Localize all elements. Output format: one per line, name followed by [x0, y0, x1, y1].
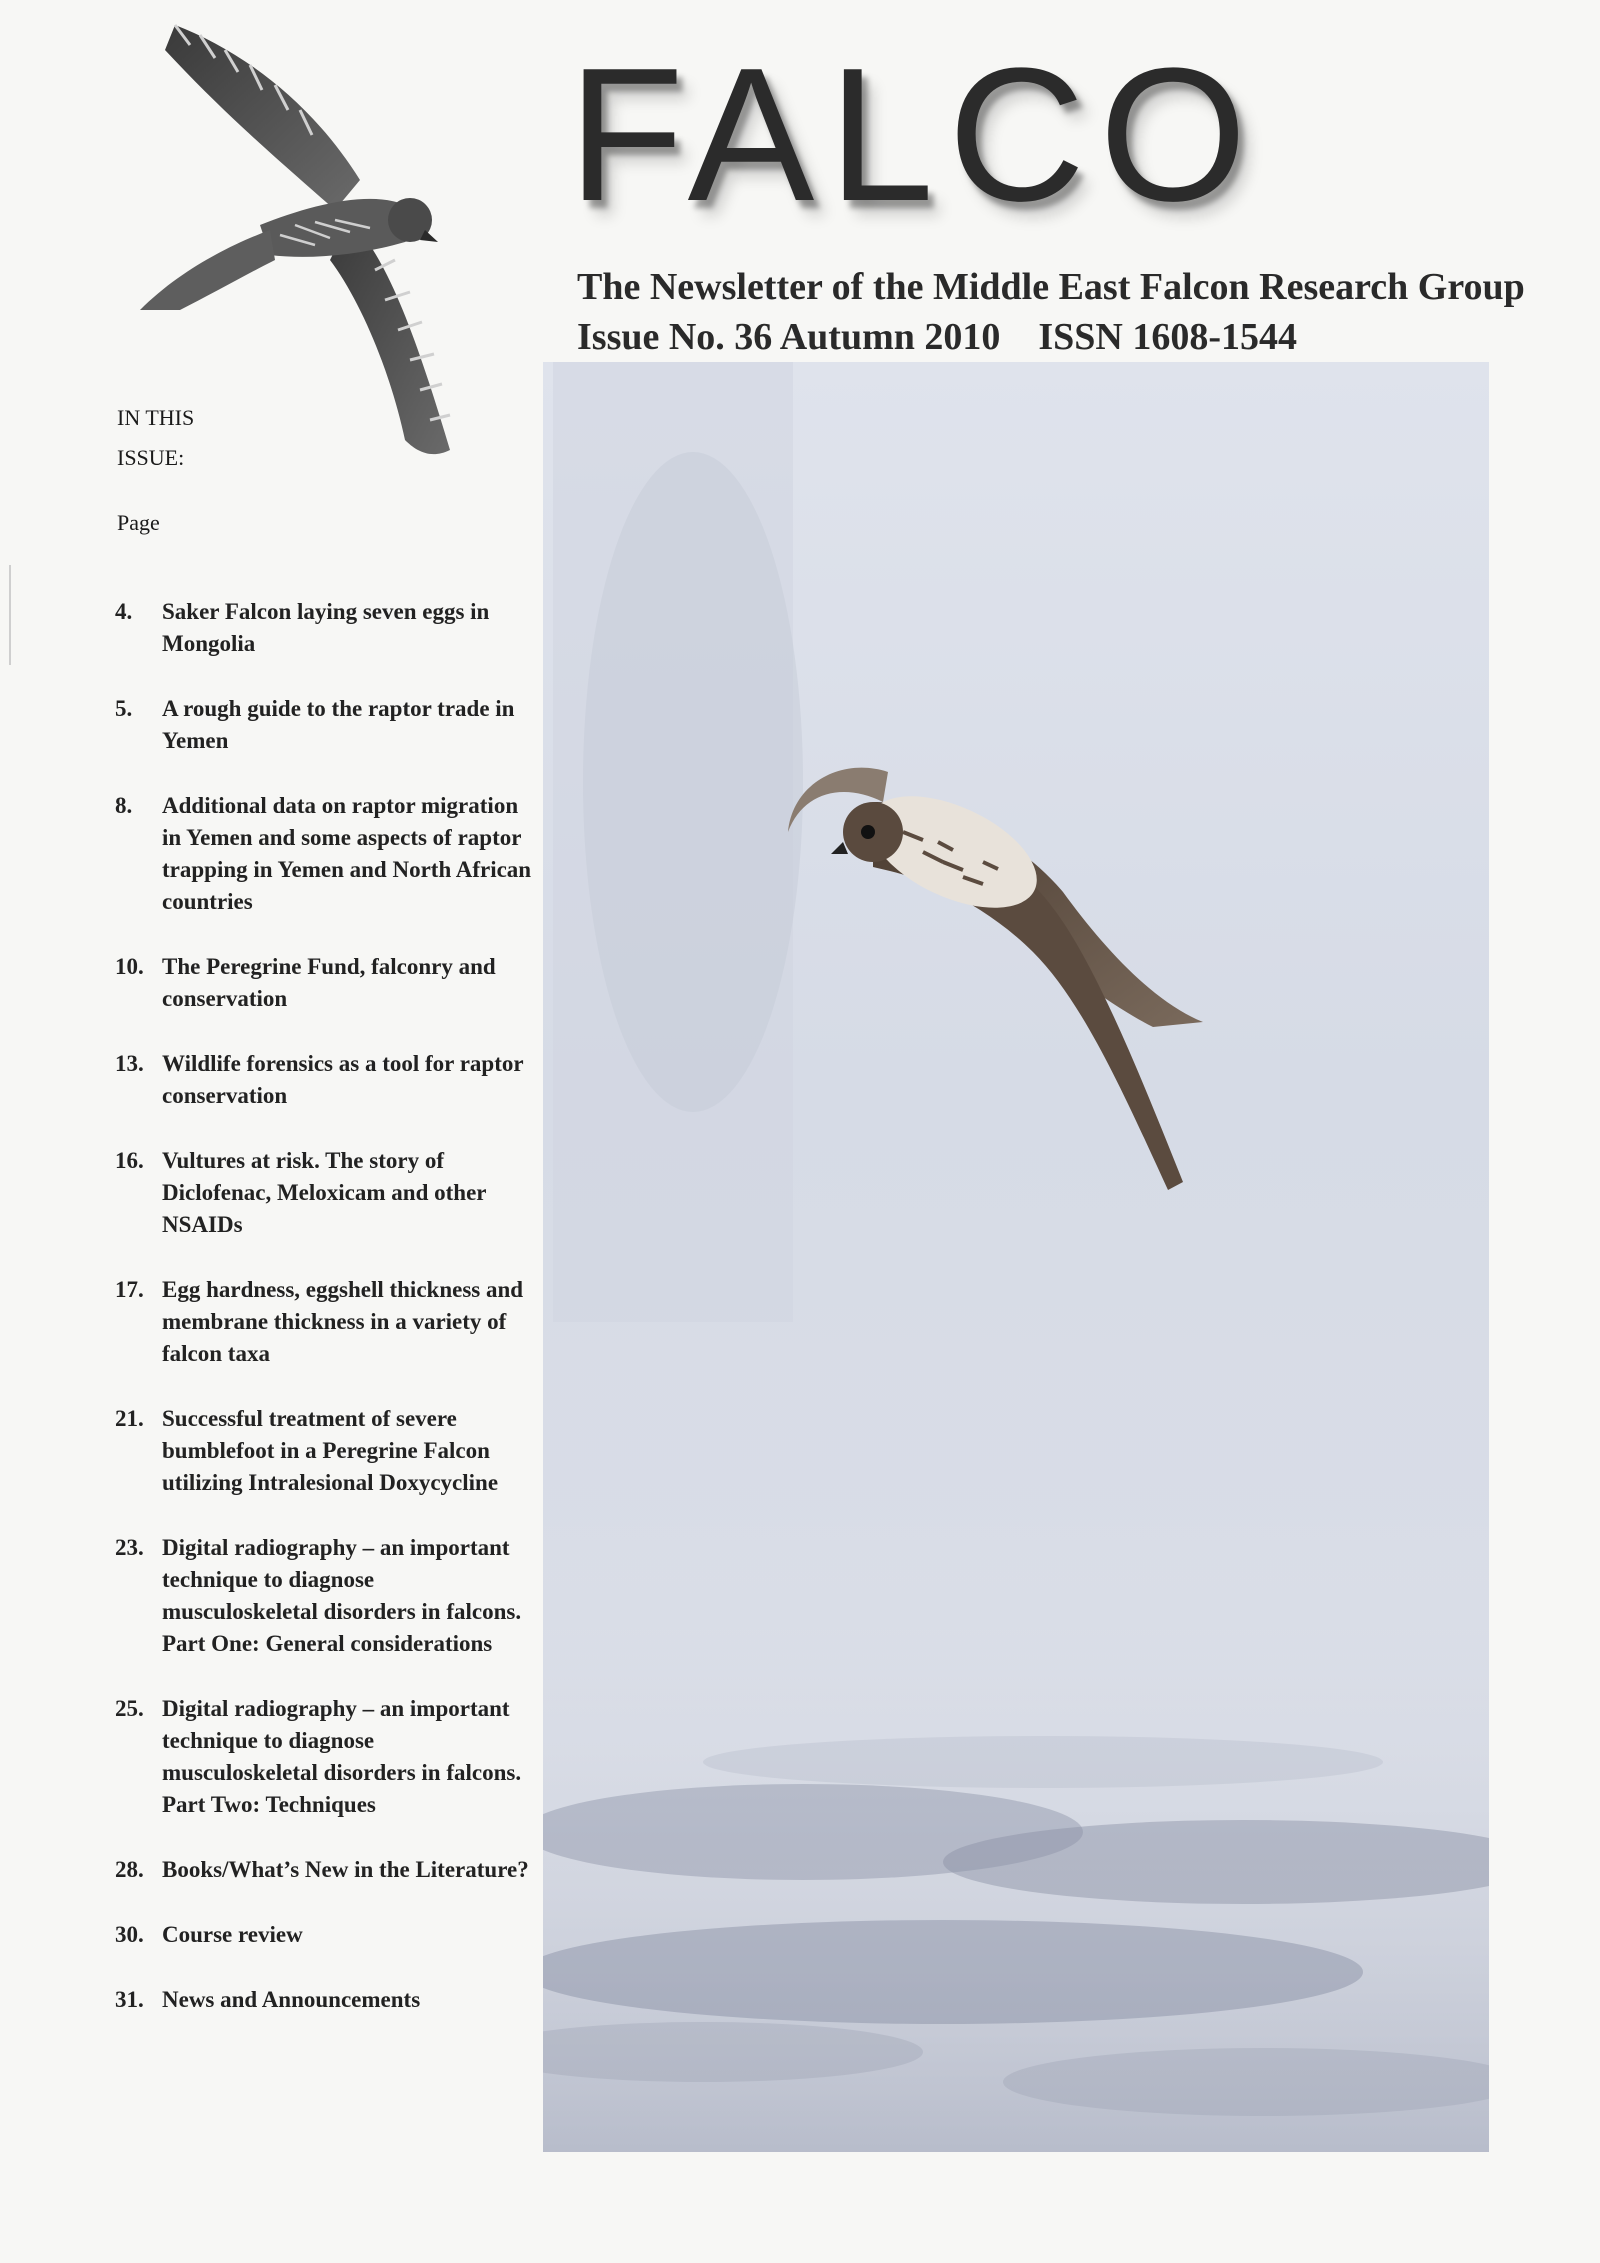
- cover-photo: [543, 362, 1489, 2152]
- toc-title: A rough guide to the raptor trade in Yemen: [162, 696, 515, 753]
- issue-line: [577, 312, 1525, 362]
- toc-page-number: 4.: [115, 599, 133, 624]
- toc-page-number: 5.: [115, 696, 133, 721]
- toc-item[interactable]: [115, 693, 535, 757]
- toc-item[interactable]: [115, 1984, 535, 2016]
- in-this-label: IN THIS: [117, 405, 195, 430]
- toc-item[interactable]: [115, 951, 535, 1015]
- toc-page-number: 25.: [115, 1696, 144, 1721]
- toc-title: Saker Falcon laying seven eggs in Mongolia: [162, 599, 490, 656]
- flying-falcon: [788, 768, 1203, 1190]
- toc-item[interactable]: [115, 1403, 535, 1499]
- toc-item[interactable]: [115, 790, 535, 918]
- toc-title: News and Announcements: [162, 1987, 421, 2012]
- toc-item[interactable]: [115, 1274, 535, 1370]
- toc-page-number: 23.: [115, 1535, 144, 1560]
- toc-item[interactable]: [115, 596, 535, 660]
- cover-photo-art: [543, 362, 1489, 2152]
- toc-page-number: 30.: [115, 1922, 144, 1947]
- masthead-subtitle: [577, 262, 1525, 362]
- toc-title: Vultures at risk. The story of Diclofenac, Meloxicam and other NSAIDs: [162, 1148, 487, 1237]
- toc-page-number: 31.: [115, 1987, 144, 2012]
- toc-page-number: 16.: [115, 1148, 144, 1173]
- masthead-title: FALCO: [568, 29, 1261, 241]
- toc-title: Wildlife forensics as a tool for raptor conservation: [162, 1051, 524, 1108]
- issue-number: Issue No. 36 Autumn 2010: [577, 316, 1001, 358]
- toc-item[interactable]: [115, 1854, 535, 1886]
- toc-page-number: 10.: [115, 954, 144, 979]
- toc-title: Digital radiography – an important technique to diagnose musculoskeletal disorders in falcons. Part Two: Techniques: [162, 1696, 522, 1817]
- toc-title: Books/What’s New in the Literature?: [162, 1857, 529, 1882]
- toc-page-number: 21.: [115, 1406, 144, 1431]
- toc-title: Digital radiography – an important technique to diagnose musculoskeletal disorders in falcons. Part One: General considerations: [162, 1535, 522, 1656]
- in-this-issue-heading: [117, 398, 237, 478]
- toc-item[interactable]: [115, 1693, 535, 1821]
- toc-page-number: 28.: [115, 1857, 144, 1882]
- issn: ISSN 1608-1544: [1038, 316, 1298, 358]
- issue-label: ISSUE:: [117, 445, 185, 470]
- toc-item[interactable]: [115, 1919, 535, 1951]
- toc-page-number: 8.: [115, 793, 133, 818]
- newsletter-description: The Newsletter of the Middle East Falcon Research Group: [577, 266, 1525, 308]
- table-of-contents: [115, 596, 535, 2049]
- toc-title: Course review: [162, 1922, 303, 1947]
- toc-item[interactable]: [115, 1048, 535, 1112]
- scan-edge-mark: [9, 565, 11, 665]
- toc-page-number: 17.: [115, 1277, 144, 1302]
- toc-title: Egg hardness, eggshell thickness and membrane thickness in a variety of falcon taxa: [162, 1277, 524, 1366]
- page-column-label: Page: [117, 510, 160, 535]
- toc-page-number: 13.: [115, 1051, 144, 1076]
- toc-item[interactable]: [115, 1145, 535, 1241]
- toc-title: Successful treatment of severe bumblefoot in a Peregrine Falcon utilizing Intralesional Doxycycline: [162, 1406, 499, 1495]
- toc-item[interactable]: [115, 1532, 535, 1660]
- toc-title: Additional data on raptor migration in Yemen and some aspects of raptor trapping in Yemen and North African countries: [162, 793, 532, 914]
- toc-title: The Peregrine Fund, falconry and conservation: [162, 954, 496, 1011]
